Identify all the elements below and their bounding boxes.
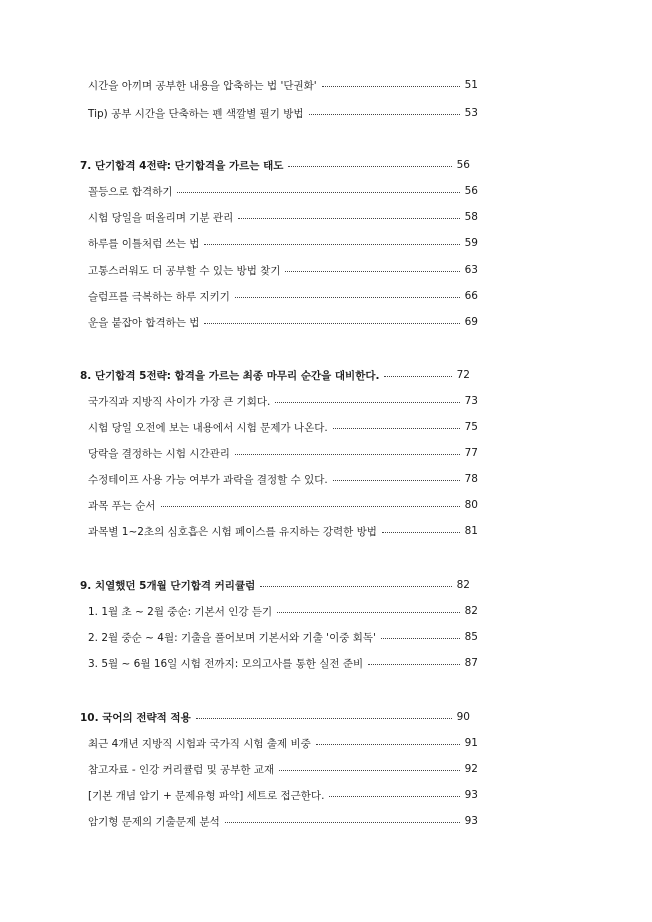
dot-leader	[177, 191, 459, 193]
toc-entry[interactable]	[88, 496, 478, 514]
dot-leader	[275, 401, 459, 403]
toc-entry-title: 당락을 결정하는 시험 시간관리	[88, 447, 230, 460]
toc-entry[interactable]	[88, 522, 478, 540]
dot-leader	[382, 531, 460, 533]
toc-entry-title: 고통스러워도 더 공부할 수 있는 방법 찾기	[88, 264, 281, 277]
toc-entry-page: 59	[464, 237, 478, 249]
dot-leader	[368, 663, 459, 665]
toc-entry-title: 시간을 아끼며 공부한 내용을 압축하는 법 '단권화'	[88, 79, 317, 92]
toc-entry-title: 꼴등으로 합격하기	[88, 185, 173, 198]
toc-entry[interactable]	[88, 261, 478, 279]
toc-entry[interactable]	[88, 602, 478, 620]
dot-leader	[381, 637, 460, 639]
toc-entry-page: 77	[464, 447, 478, 459]
dot-leader	[260, 585, 451, 587]
dot-leader	[204, 243, 459, 245]
dot-leader	[161, 505, 460, 507]
toc-entry-page: 93	[464, 815, 478, 827]
toc-entry-title: 시험 당일을 떠올리며 기분 관리	[88, 211, 234, 224]
toc-entry-title: 2. 2월 중순 ~ 4월: 기출을 풀어보며 기본서와 기출 '이중 회독'	[88, 631, 376, 644]
toc-chapter-title: 10. 국어의 전략적 적용	[80, 711, 191, 724]
toc-entry-title: 최근 4개년 지방직 시험과 국가직 시험 출제 비중	[88, 737, 311, 750]
toc-entry-page: 75	[464, 421, 478, 433]
toc-entry[interactable]	[88, 734, 478, 752]
toc-chapter-title: 8. 단기합격 5전략: 합격을 가르는 최종 마무리 순간을 대비한다.	[80, 369, 380, 382]
dot-leader	[225, 821, 460, 823]
toc-entry[interactable]	[88, 786, 478, 804]
toc-entry[interactable]	[88, 313, 478, 331]
toc-entry-page: 56	[464, 185, 478, 197]
dot-leader	[196, 717, 452, 719]
toc-entry[interactable]	[88, 208, 478, 226]
toc-chapter-title: 9. 치열했던 5개월 단기합격 커리큘럼	[80, 579, 256, 592]
toc-entry[interactable]	[88, 444, 478, 462]
toc-entry-page: 80	[464, 499, 478, 511]
dot-leader	[279, 769, 460, 771]
dot-leader	[238, 217, 459, 219]
toc-chapter-page: 82	[456, 579, 470, 591]
dot-leader	[285, 270, 459, 272]
toc-entry-page: 81	[464, 525, 478, 537]
toc-entry-title: [기본 개념 암기 + 문제유형 파악] 세트로 접근한다.	[88, 789, 325, 802]
toc-entry[interactable]	[88, 628, 478, 646]
toc-entry-page: 93	[464, 789, 478, 801]
toc-entry-page: 69	[464, 316, 478, 328]
toc-chapter-page: 90	[456, 711, 470, 723]
toc-entry-title: Tip) 공부 시간을 단축하는 펜 색깔별 필기 방법	[88, 107, 304, 120]
toc-entry-title: 과목별 1~2초의 심호흡은 시험 페이스를 유지하는 강력한 방법	[88, 525, 377, 538]
toc-chapter-page: 56	[456, 159, 470, 171]
toc-chapter-title: 7. 단기합격 4전략: 단기합격을 가르는 태도	[80, 159, 284, 172]
toc-entry[interactable]	[88, 76, 478, 94]
dot-leader	[316, 743, 460, 745]
toc-entry-page: 78	[464, 473, 478, 485]
dot-leader	[235, 453, 460, 455]
dot-leader	[333, 479, 460, 481]
toc-entry[interactable]	[88, 418, 478, 436]
dot-leader	[277, 611, 459, 613]
toc-entry[interactable]	[88, 470, 478, 488]
toc-entry-page: 51	[464, 79, 478, 91]
toc-entry-title: 과목 푸는 순서	[88, 499, 156, 512]
toc-entry-title: 운을 붙잡아 합격하는 법	[88, 316, 200, 329]
dot-leader	[322, 85, 460, 87]
toc-chapter-9[interactable]	[80, 576, 470, 594]
toc-chapter-7[interactable]	[80, 156, 470, 174]
toc-entry[interactable]	[88, 812, 478, 830]
toc-entry-page: 63	[464, 264, 478, 276]
toc-chapter-page: 72	[456, 369, 470, 381]
toc-entry[interactable]	[88, 287, 478, 305]
toc-entry[interactable]	[88, 760, 478, 778]
toc-entry-title: 하루를 이틀처럼 쓰는 법	[88, 237, 200, 250]
dot-leader	[204, 322, 459, 324]
dot-leader	[384, 375, 451, 377]
toc-entry-title: 국가직과 지방직 사이가 가장 큰 기회다.	[88, 395, 271, 408]
toc-entry-title: 암기형 문제의 기출문제 분석	[88, 815, 220, 828]
toc-entry[interactable]	[88, 392, 478, 410]
toc-entry-title: 슬럼프를 극복하는 하루 지키기	[88, 290, 230, 303]
toc-entry-page: 58	[464, 211, 478, 223]
toc-entry-title: 수정테이프 사용 가능 여부가 과락을 결정할 수 있다.	[88, 473, 328, 486]
toc-entry[interactable]	[88, 182, 478, 200]
toc-entry-page: 66	[464, 290, 478, 302]
toc-entry-title: 3. 5월 ~ 6월 16일 시험 전까지: 모의고사를 통한 실전 준비	[88, 657, 364, 670]
dot-leader	[329, 795, 459, 797]
toc-entry-page: 53	[464, 107, 478, 119]
toc-entry-page: 85	[464, 631, 478, 643]
dot-leader	[309, 113, 460, 115]
toc-entry-title: 시험 당일 오전에 보는 내용에서 시험 문제가 나온다.	[88, 421, 328, 434]
toc-entry[interactable]	[88, 234, 478, 252]
toc-entry-title: 1. 1월 초 ~ 2월 중순: 기본서 인강 듣기	[88, 605, 273, 618]
dot-leader	[288, 165, 451, 167]
toc-entry-page: 87	[464, 657, 478, 669]
dot-leader	[333, 427, 460, 429]
toc-entry[interactable]	[88, 654, 478, 672]
toc-chapter-8[interactable]	[80, 366, 470, 384]
toc-entry-page: 92	[464, 763, 478, 775]
toc-entry-page: 91	[464, 737, 478, 749]
toc-chapter-10[interactable]	[80, 708, 470, 726]
toc-entry-page: 82	[464, 605, 478, 617]
toc-entry-title: 참고자료 - 인강 커리큘럼 및 공부한 교재	[88, 763, 275, 776]
toc-entry[interactable]	[88, 104, 478, 122]
dot-leader	[235, 296, 460, 298]
toc-entry-page: 73	[464, 395, 478, 407]
